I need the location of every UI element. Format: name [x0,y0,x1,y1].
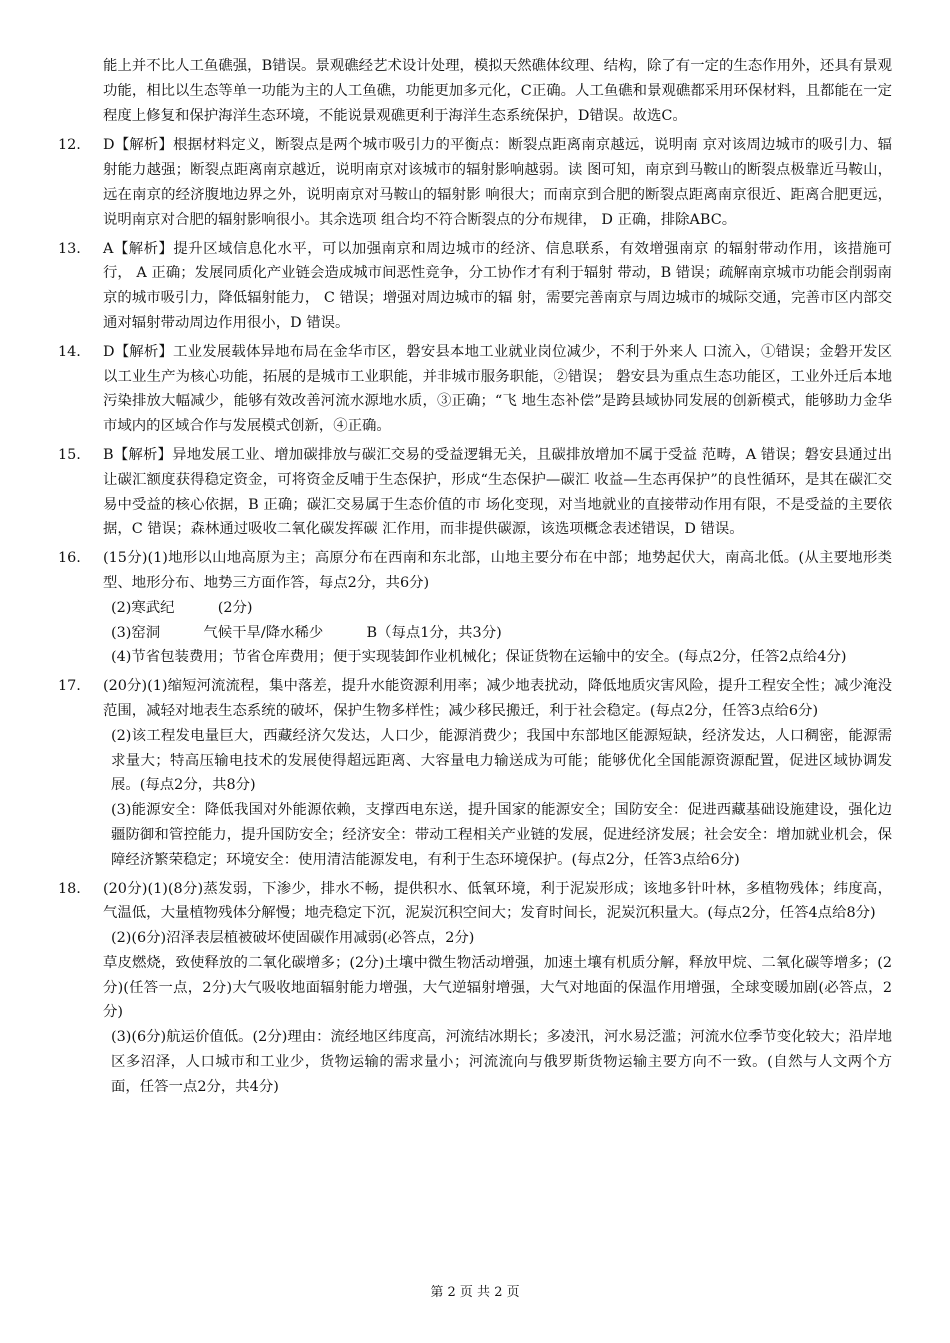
answer-part-1: (15分)(1)地形以山地高原为主；高原分布在西南和东北部，山地主要分布在中部；地势起伏大，南高北低。(从主要地形类型、地形分布、地势三方面作答，每点2分，共6分) [103,550,892,591]
question-number: 13. [58,240,81,257]
answer-body [103,546,892,670]
answer-item-17 [58,674,892,872]
answer-part-3: (3)(6分)航运价值低。(2分)理由：流经地区纬度高，河流结冰期长；多凌汛，河水易泛滥；河流水位季节变化较大；沿岸地区多沼泽，人口城市和工业少，货物运输的需求量小；河流流向与俄罗斯货物运输主要方向不一致。(自然与人文两个方面，任答一点2分，共4分) [111,1029,892,1095]
answer-part-2-continued: 草皮燃烧，致使释放的二氧化碳增多；(2分)土壤中微生物活动增强，加速土壤有机质分解，释放甲烷、二氧化碳等增多；(2分)(任答一点，2分)大气吸收地面辐射能力增强，大气逆辐射增强，大气对地面的保温作用增强，全球变暖加剧(必答点，2分) [103,954,892,1021]
answer-text: A【解析】提升区域信息化水平，可以加强南京和周边城市的经济、信息联系，有效增强南京 的辐射带动作用，该措施可行， A 正确；发展同质化产业链会造成城市间恶性竞争，分工协作才有利于辐射 带动，B 错误；疏解南京城市功能会削弱南京的城市吸引力，降低辐射能力， C 错误；增强对周边城市的辐 射，需要完善南京与周边城市的城际交通，完善市区内部交通对辐射带动周边作用很小，D 错误。 [103,240,892,331]
answer-item-15 [58,443,892,542]
answer-item-16 [58,546,892,670]
answer-part-1: (20分)(1)缩短河流流程，集中落差，提升水能资源利用率；减少地表扰动，降低地质灾害风险，提升工程安全性；减少淹没范围，减轻对地表生态系统的破坏，保护生物多样性；减少移民搬迁，利于社会稳定。(每点2分，任答3点给6分) [103,678,892,719]
continued-explanation: 能上并不比人工鱼礁强，B错误。景观礁经艺术设计处理，模拟天然礁体纹理、结构，除了有一定的生态作用外，还具有景观功能，相比以生态等单一功能为主的人工鱼礁，功能更加多元化，C正确。人工鱼礁和景观礁都采用环保材料，且都能在一定程度上修复和保护海洋生态环境，不能说景观礁更利于海洋生态系统保护，D错误。故选C。 [103,58,892,124]
answer-part-3: (3)窑洞 气候干旱/降水稀少 B（每点1分，共3分) [111,624,502,641]
answer-part-4: (4)节省包装费用；节省仓库费用；便于实现装卸作业机械化；保证货物在运输中的安全。(每点2分，任答2点给4分) [111,649,847,666]
answer-body [103,877,892,1100]
answer-text: D【解析】根据材料定义，断裂点是两个城市吸引力的平衡点：断裂点距离南京越远，说明南 京对该周边城市的吸引力、辐射能力越强；断裂点距离南京越近，说明南京对该城市的辐射影响越弱。读 图可知，南京到马鞍山的断裂点极靠近马鞍山，远在南京的经济腹地边界之外，说明南京对马鞍山的辐射影 响很大；而南京到合肥的断裂点距离南京很近、距离合肥更远，说明南京对合肥的辐射影响很小。其余选项 组合均不符合断裂点的分布规律， D 正确，排除ABC。 [103,137,892,228]
question-number: 14. [58,343,81,360]
question-number: 17. [58,678,81,695]
answer-item-12 [58,133,892,232]
answer-content [58,54,892,1104]
answer-body [103,674,892,872]
answer-part-2: (2)(6分)沼泽表层植被破坏使固碳作用减弱(必答点，2分) [111,930,475,947]
answer-part-1: (20分)(1)(8分)蒸发弱，下渗少，排水不畅，提供积水、低氧环境，利于泥炭形成；该地多针叶林，多植物残体；纬度高，气温低，大量植物残体分解慢；地壳稳定下沉，泥炭沉积空间大；发育时间长，泥炭沉积量大。(每点2分，任答4点给8分) [103,880,892,922]
answer-text: B【解析】异地发展工业、增加碳排放与碳汇交易的受益逻辑无关，且碳排放增加不属于受益 范畴，A 错误；磐安县通过出让碳汇额度获得稳定资金，可将资金反哺于生态保护，形成“生态保护—碳汇 收益—生态再保护”的良性循环，是其在碳汇交易中受益的核心依据，B 正确；碳汇交易属于生态价值的市 场化变现，对当地就业的直接带动作用有限，不是受益的主要依据，C 错误；森林通过吸收二氧化碳发挥碳 汇作用，而非提供碳源，该选项概念表述错误，D 错误。 [103,446,892,538]
answer-part-2: (2)寒武纪 (2分) [111,599,253,616]
question-number: 12. [58,137,81,154]
answer-part-3: (3)能源安全：降低我国对外能源依赖，支撑西电东送，提升国家的能源安全；国防安全：促进西藏基础设施建设，强化边疆防御和管控能力，提升国防安全；经济安全：带动工程相关产业链的发展，促进经济发展；社会安全：增加就业机会，保障经济繁荣稳定；环境安全：使用清洁能源发电，有利于生态环境保护。(每点2分，任答3点给6分) [111,802,892,868]
answer-item-18 [58,877,892,1100]
answer-item-14 [58,340,892,439]
page-footer [0,1283,950,1303]
answer-text: D【解析】工业发展载体异地布局在金华市区，磐安县本地工业就业岗位减少，不利于外来人 口流入，①错误；金磐开发区以工业生产为核心功能，拓展的是城市工业职能，并非城市服务职能，②错误； 磐安县为重点生态功能区，工业外迁后本地污染排放大幅减少，能够有效改善河流水源地水质，③正确；“飞 地生态补偿”是跨县域协同发展的创新模式，能够助力金华市域内的区域合作与发展模式创新，④正确。 [103,343,892,435]
question-number: 18. [58,880,81,897]
question-number: 15. [58,446,81,463]
answer-part-2: (2)该工程发电量巨大，西藏经济欠发达，人口少，能源消费少；我国中东部地区能源短缺，经济发达，人口稠密，能源需求量大；特高压输电技术的发展使得超远距离、大容量电力输送成为可能；能够优化全国能源资源配置，促进区域协调发展。(每点2分，共8分) [111,727,892,794]
answer-item-13 [58,237,892,336]
question-number: 16. [58,550,81,567]
page-number: 第 2 页 共 2 页 [430,1285,520,1300]
